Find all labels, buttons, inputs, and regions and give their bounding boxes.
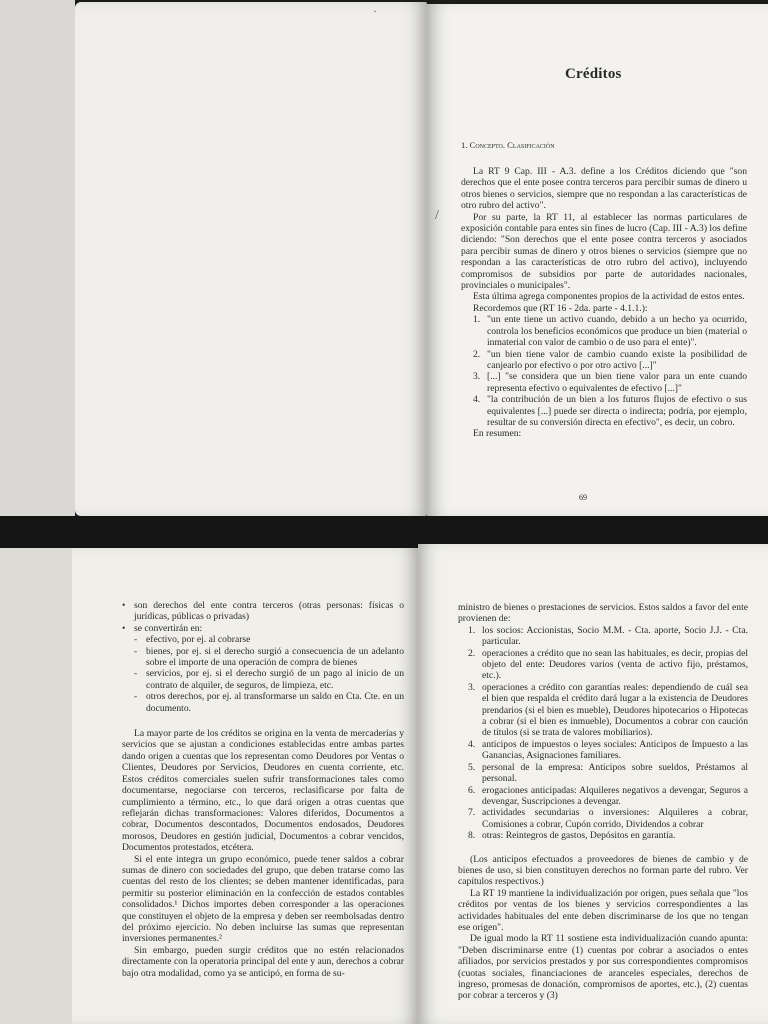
sub-list [134, 634, 404, 714]
numbered-list [461, 314, 747, 428]
list-item: 5. personal de la empresa: Anticipos sobre sueldos, Préstamos al personal. [468, 761, 748, 785]
paragraph: En resumen: [473, 428, 522, 440]
list-item: 3. operaciones a crédito con garantías reales: dependiendo de cuál sea el bien que respalda el crédito dará lugar a la existencia de Deudores prendarios (si el bien es mueble), Deudores hipotecarios o Hipotecas a cobrar (si el bien es inmueble), Documentos a cobrar con caución de títulos (si se trata de valores mobiliarios). [468, 681, 748, 739]
list-item: 6. erogaciones anticipadas: Alquileres negativos a devengar, Seguros a devengar, Suscripciones a devengar. [468, 784, 748, 807]
paragraph: Si el ente integra un grupo económico, puede tener saldos a cobrar sumas de dinero con sociedades del grupo, que deben tratarse como las cuentas del resto de los clientes; se deben mantener identificadas, para permitir su posterior eliminación en la confección de estados contables consolidados.¹ Dichos importes deben corresponder a las operaciones que constituyen el objeto de la empresa y deben ser reembolsadas dentro del próximo ejercicio. No deben incluirse las sumas que representan inversiones permanentes.² [122, 853, 404, 945]
list-item: 4. "la contribución de un bien a los futuros flujos de efectivo o sus equivalentes [...] puede ser directa o indirecta; podría, por ejemplo, resultar de su conversión directa en efectivo", es decir, un cobro. [473, 394, 747, 428]
bullet-list [122, 600, 404, 714]
list-item: 4. anticipos de impuestos o leyes sociales: Anticipos de Impuesto a las Ganancias, Asignaciones familiares. [468, 738, 748, 762]
paragraph: La RT 19 mantiene la individualización por origen, pues señala que "los créditos por ventas de los bienes y servicios correspondientes a las actividades habituales del ente deben discriminarse de los que no tengan ese origen". [458, 887, 748, 933]
text-column [458, 602, 748, 1002]
sub-item: - efectivo, por ej. al cobrarse [134, 634, 251, 646]
sub-item: - bienes, por ej. si el derecho surgió a consecuencia de un adelanto sobre el importe de una operación de compra de bienes [134, 645, 404, 669]
paragraph: Esta última agrega componentes propios de la actividad de estos entes. [473, 291, 745, 303]
list-item: 1. los socios: Accionistas, Socio M.M. - Cta. aporte, Socio J.J. - Cta. particular. [468, 624, 748, 648]
paragraph: De igual modo la RT 11 sostiene esta individualización cuando apunta: "Deben discriminarse entre (1) cuentas por cobrar a asociados o entes afiliados, por servicios prestados y por sus correspondientes compromisos (cuotas sociales, financiaciones de aranceles especiales, derechos de ingreso, promesas de donación, compromisos de aportes, etc.), (2) cuentas por cobrar a terceros y (3) [458, 933, 748, 1002]
paragraph: ministro de bienes o prestaciones de servicios. Estos saldos a favor del ente provienen de: [458, 602, 748, 625]
page-right-bottom [418, 544, 768, 1024]
paragraph: Sin embargo, pueden surgir créditos que no estén relacionados directamente con la operatoria principal del ente y aun, derechos a cobrar bajo otra modalidad, como ya se anticipó, en forma de su- [122, 944, 404, 979]
list-item: 3. [...] "se considera que un bien tiene valor para un ente cuando representa efectivo o equivalentes de efectivo [...]" [473, 371, 747, 394]
section-heading: 1. Concepto. Clasificación [461, 140, 555, 150]
pencil-mark: / [435, 208, 439, 223]
text-column [122, 600, 404, 979]
list-item: 2. operaciones a crédito que no sean las habituales, es decir, propias del objeto del ente: Deudores varios (venta de activo fijo, préstamos, etc.). [468, 647, 748, 682]
list-item: 7. actividades secundarias o inversiones: Alquileres a cobrar, Comisiones a cobrar, Cupón corrido, Dividendos a cobrar [468, 807, 748, 830]
chapter-title: Créditos [565, 66, 622, 82]
blank-page [75, 2, 427, 516]
speck-mark: · [373, 4, 377, 18]
bullet-item: • se convertirán en: - efectivo, por ej. al cobrarse - bienes, por ej. si el derecho surgió a consecuencia de un adelanto sobre el importe de una operación de compra de bienes - servicios, por ej. si el derecho surgió de un pago al inicio de un contrato de alquiler, de seguros, de limpieza, etc. - otros derechos, por ej. al transformarse un saldo en Cta. Cte. en un documento. [122, 622, 404, 714]
list-item: 2. "un bien tiene valor de cambio cuando existe la posibilidad de canjearlo por efectivo o por otro activo [...]" [473, 348, 747, 371]
page-number: 69 [579, 493, 587, 502]
paragraph: Recordemos que (RT 16 - 2da. parte - 4.1.1.): [473, 302, 648, 314]
page-left-bottom [72, 548, 418, 1024]
paragraph: La RT 9 Cap. III - A.3. define a los Créditos diciendo que "son derechos que el ente posee contra terceros para percibir sumas de dinero u otros bienes o servicios, siempre que no respondan a las características de otro rubro del activo". [461, 166, 747, 212]
text-column [461, 166, 747, 440]
numbered-list [458, 625, 748, 842]
paragraph: La mayor parte de los créditos se origina en la venta de mercaderías y servicios que se ajustan a condiciones establecidas entre ambas partes dando origen a cuentas que los representan como Deudores por Ventas o Clientes, Deudores por Servicios, Deudores en cuenta corriente, etc. Estos créditos comerciales suelen sufrir transformaciones tales como documentarse, negociarse con terceros, reclasificarse por falta de cumplimiento a término, etc., lo que dará origen a otras cuentas que reflejarán dichas transformaciones: Valores diferidos, Documentos a cobrar, Documentos descontados, Documentos endosados, Deudores morosos, Deudores en gestión judicial, Documentos a cobrar vencidos, Documentos protestados, etcétera. [122, 728, 404, 854]
background-left-top [0, 0, 75, 548]
list-item: 1. "un ente tiene un activo cuando, debido a un hecho ya ocurrido, controla los beneficios económicos que produce un bien (material o inmaterial con valor de cambio o de uso para el ente)". [473, 314, 747, 349]
sub-item: - otros derechos, por ej. al transformarse un saldo en Cta. Cte. en un documento. [134, 691, 404, 714]
paragraph: (Los anticipos efectuados a proveedores de bienes de cambio y de bienes de uso, si bien constituyen derechos no forman parte del rubro. Ver capítulos respectivos.) [458, 853, 748, 888]
list-item: 8. otras: Reintegros de gastos, Depósitos en garantía. [468, 830, 676, 842]
sub-item: - servicios, por ej. si el derecho surgió de un pago al inicio de un contrato de alquiler, de seguros, de limpieza, etc. [134, 668, 404, 691]
paragraph: Por su parte, la RT 11, al establecer las normas particulares de exposición contable para entes sin fines de lucro (Cap. III - A.3) los define diciendo: "Son derechos que el ente posee contra terceros y asociados para percibir sumas de dinero y otros bienes o servicios (siempre que no respondan a las características de otro rubro del activo), incluyendo compromisos de subsidios por parte de autoridades nacionales, provinciales o municipales". [461, 211, 747, 292]
background-left-bottom [0, 548, 72, 1024]
bullet-item: • son derechos del ente contra terceros (otras personas: físicas o jurídicas, públicas o privadas) [122, 600, 404, 623]
page-creditos [427, 4, 768, 516]
